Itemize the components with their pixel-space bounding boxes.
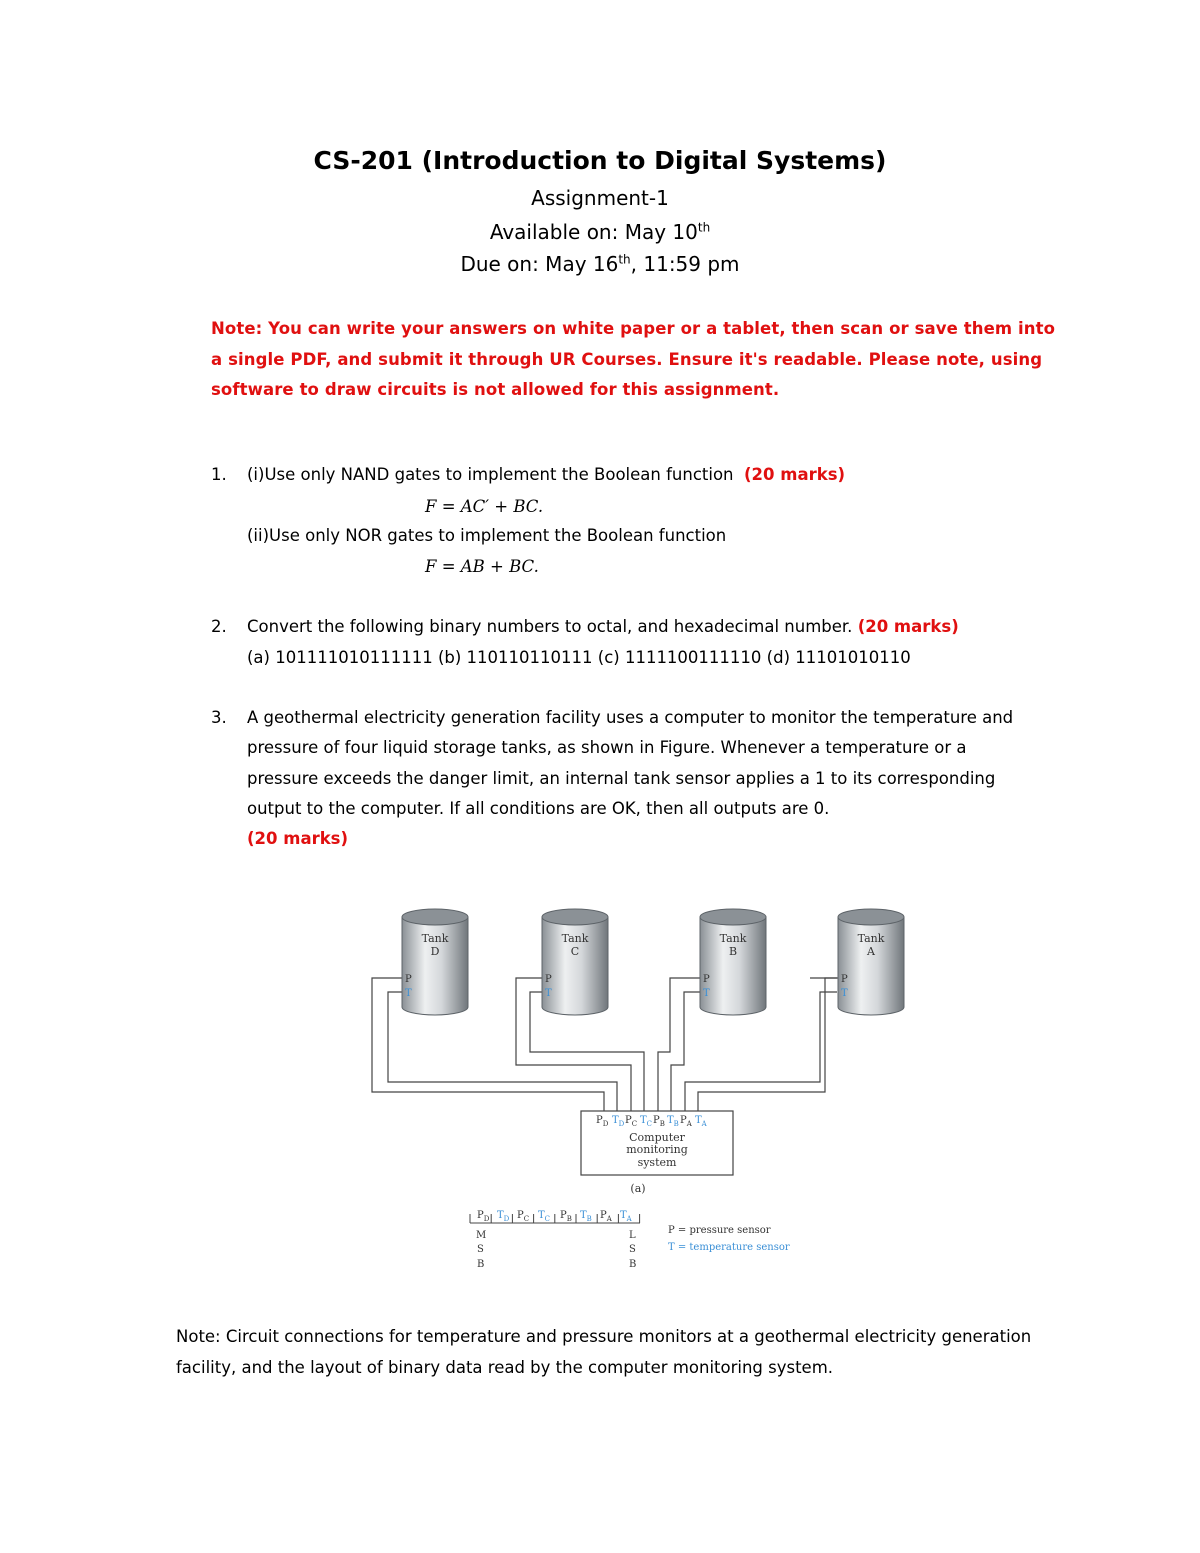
pressure-sensor-label: P — [405, 974, 412, 985]
bit-ta: $T_A$ — [620, 1210, 632, 1223]
tank-label: Tank — [719, 932, 747, 945]
figure-note: Note: Circuit connections for temperature and pressure monitors at a geothermal electricity generation facility, and the layout of binary data read by the computer monitoring system. — [176, 1327, 1032, 1377]
input-ta: $T_A$ — [695, 1115, 707, 1128]
legend-pressure: P = pressure sensor — [668, 1225, 771, 1236]
wire-pb — [658, 978, 700, 1113]
q3-line-2: pressure of four liquid storage tanks, as shown in Figure. Whenever a temperature or a — [247, 738, 967, 757]
temperature-sensor-label: T — [545, 988, 552, 999]
legend-temperature: T = temperature sensor — [668, 1242, 790, 1253]
computer-label-3: system — [637, 1156, 677, 1169]
msb-s: S — [477, 1244, 484, 1255]
pressure-sensor-label: P — [703, 974, 710, 985]
q1-number: 1. — [211, 465, 227, 484]
tank-label: Tank — [561, 932, 589, 945]
input-pd: $P_D$ — [596, 1115, 609, 1128]
tanks — [402, 909, 904, 1015]
input-pc: $P_C$ — [625, 1115, 638, 1128]
q2-number: 2. — [211, 617, 227, 636]
tank-letter: C — [570, 945, 580, 958]
q1-equation-1: F = AC′ + BC. — [425, 497, 544, 516]
q2-text: Convert the following binary numbers to octal, and hexadecimal number. (20 marks) — [247, 617, 959, 636]
q3-line-3: pressure exceeds the danger limit, an internal tank sensor applies a 1 to its corresponding — [247, 769, 996, 788]
q1-marks: (20 marks) — [744, 465, 846, 484]
available-date: Available on: May 10th — [489, 220, 711, 244]
computer-label-1: Computer — [629, 1131, 685, 1144]
bit-tb: $T_B$ — [580, 1210, 592, 1223]
msb-b: B — [477, 1259, 485, 1270]
tank-letter: B — [728, 945, 738, 958]
bit-tc: $T_C$ — [538, 1210, 551, 1223]
q1-equation-2: F = AB + BC. — [425, 557, 539, 576]
tank-letter: D — [430, 945, 440, 958]
tank-d — [402, 909, 468, 1015]
input-td: $T_D$ — [612, 1115, 625, 1128]
due-date: Due on: May 16th, 11:59 pm — [460, 252, 740, 276]
computer-label-2: monitoring — [626, 1143, 688, 1156]
q3-line-1: A geothermal electricity generation facility uses a computer to monitor the temperature and — [247, 708, 1014, 727]
pressure-sensor-label: P — [545, 974, 552, 985]
tank-letter: A — [867, 945, 875, 958]
bit-pd: $P_D$ — [477, 1210, 490, 1223]
q3-line-4: output to the computer. If all conditions are OK, then all outputs are 0. — [247, 799, 830, 818]
input-tc: $T_C$ — [640, 1115, 653, 1128]
submission-note: Note: You can write your answers on white paper or a tablet, then scan or save them into a single PDF, and submit it through UR Courses. Ensure it's readable. Please note, using software to draw circuits is not allowed for this assignment. — [211, 319, 1056, 399]
q2-marks: (20 marks) — [857, 617, 959, 636]
bit-layout — [470, 1210, 640, 1223]
figure-caption: (a) — [630, 1182, 646, 1195]
input-pa: $P_A$ — [680, 1115, 692, 1128]
input-pb: $P_B$ — [653, 1115, 665, 1128]
q1-part2: (ii)Use only NOR gates to implement the Boolean function — [247, 526, 727, 545]
q3-marks: (20 marks) — [247, 829, 349, 848]
temperature-sensor-label: T — [703, 988, 710, 999]
pressure-sensor-label: P — [841, 974, 848, 985]
q1-part1: (i)Use only NAND gates to implement the Boolean function (20 marks) — [247, 465, 846, 484]
assignment-label: Assignment-1 — [531, 186, 669, 210]
temperature-sensor-label: T — [405, 988, 412, 999]
tank-c — [542, 909, 608, 1015]
lsb-b: B — [629, 1259, 637, 1270]
bit-pb: $P_B$ — [560, 1210, 572, 1223]
bit-pa: $P_A$ — [600, 1210, 612, 1223]
lsb-l: L — [629, 1230, 636, 1241]
lsb-s: S — [629, 1244, 636, 1255]
tank-b — [700, 909, 766, 1015]
q3-number: 3. — [211, 708, 227, 727]
bit-pc: $P_C$ — [517, 1210, 530, 1223]
tank-label: Tank — [857, 932, 885, 945]
page-title: CS-201 (Introduction to Digital Systems) — [313, 146, 887, 175]
temperature-sensor-label: T — [841, 988, 848, 999]
input-tb: $T_B$ — [667, 1115, 679, 1128]
tank-a — [838, 909, 904, 1015]
q2-items: (a) 101111010111111 (b) 110110110111 (c) 1111100111110 (d) 11101010110 — [247, 648, 911, 667]
tank-monitoring-figure — [350, 895, 885, 1280]
tank-label: Tank — [421, 932, 449, 945]
msb-m: M — [476, 1230, 487, 1241]
bit-td: $T_D$ — [497, 1210, 510, 1223]
